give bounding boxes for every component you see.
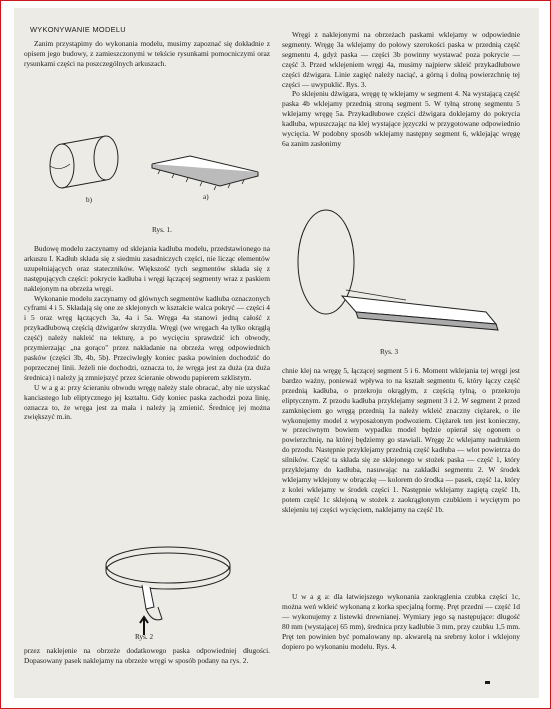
right-top-paragraph-2: Po sklejeniu dźwigara, wręgę tę wklejamy w segment 4. Na wystającą część paska 4b wklejamy przednią stroną segment 5. W tyłną stronę segmentu 5 wklejamy wręgę 5a. Przykadłubowe części dźwigara doklejamy do pokrycia kadłuba, wpuszczając na klej wystające języczki w przygotowane odpowiednio wycięcia. W podobny sposób wklejamy następny segment 6, wklejając wręgę 6a zanim zasłonimy [282,89,520,148]
right-top-paragraph-1: Wręgi z naklejonymi na obrzeżach paskami wklejamy w odpowiednie segmenty. Wręgę 3a wklejamy do połowy szerokości paska w przednią część segmentu 4, gdyż paska — części 3b powinny wystawać poza pokrycie — część 3. Przed wklejeniem wręgi 4a, musimy najpierw skleić przykadłubowe części dźwigara. Linie zagięć należy naciąć, a górną i dolną powierzchnię tej części — uwypuklić. Rys. 3. [282,30,520,89]
left-body-paragraph-2: Wykonanie modelu zaczynamy od głównych segmentów kadłuba oznaczonych cyframi 4 i 5. Składają się one ze sklejonych w kształcie walca pokryć — części 4 i 5 oraz wręg łączących 3a, 4a i 5a. Wręga 4a stanowi jedną całość z przykadłubową częścią dźwigarów skrzydła. Wręgi (we wręgach 4a tylko okrągłą część) należy nakleić na tekturę, a po wycięciu sprawdzić ich obwody, przymierzając „na gorąco" przez nakładanie na obrzeża wręg odpowiednich pasków (części 3b, 4b, 5b). Przeciwległy koniec paska powinien dochodzić do poprzecznej linii. Jeżeli nie dochodzi, oznacza to, że wręga jest za duża (za duża średnica) i należy ją zmniejszyć przez ścieranie obwodu papierem szklistym. [24,293,270,382]
figure-2-caption: Rys. 2 [135,633,154,641]
intro-paragraph [24,39,270,121]
intro-text: Zanim przystąpimy do wykonania modelu, musimy zapoznać się dokładnie z opisem jego budowy, z zamieszczonymi w tekście rysunkami pomocniczymi oraz rysunkami części na poszczególnych arkuszach. [24,39,270,68]
section-heading: WYKONYWANIE MODELU [30,25,126,34]
figure-3-drawing [286,200,516,350]
figure-1-label-a: a) [203,193,209,201]
figure-1-label-b: b) [86,196,92,204]
left-bottom [24,646,270,666]
right-mid-text: chnie klej na wręgę 5, łączącej segment 5 i 6. Moment wklejania tej wręgi jest bardzo ważny, ponieważ wpływa to na kształt segmentu 6, który łączy część przednią kadłuba, o przekroju okrągłym, z częścią tylną, o przekroju eliptycznym. Z przodu kadłuba przyklejamy segment 3 i 2. W segment 2 przed zamknięciem go wręgą przednią 1a należy wkleić znaczny ciężarek, o ile wykonujemy model z wyposażonym podwoziem. Ciężarek ten jest konieczny, w przeciwnym bowiem wypadku model będzie opierał się ogonem o powierzchnię, na której będziemy go stawiali. Wręgę 2c wklejamy nadrukiem do przodu. Następnie przyklejamy przednią część kadłuba — wlot powietrza do silników. Część ta składa się ze sklejonego w stożek paska — część 1, który przyklejamy do kadłuba, nasuwając na zakładki segmentu 2. W środek wklejamy wklejony w obrączkę — kolorem do środka — pasek, część 1a, który z kolei wklejamy w środek części 1. Następnie wklejamy zagiętą część 1b, potem część 1c sklejoną w stożek z zaokrąglonym czubkiem i wyciętym po sklejeniu tej części wycięciem, naklejamy na część 1b. [282,366,520,514]
right-top [282,30,520,149]
right-mid [282,366,520,515]
left-bottom-text: przez naklejenie na obrzeże dodatkowego paska odpowiedniej długości. Dopasowany pasek naklejamy na obrzeże wręgi w sposób podany na rys. 2. [24,646,270,665]
right-bottom [282,592,520,651]
left-body-paragraph-1: Budowę modelu zaczynamy od sklejania kadłuba modelu, przedstawionego na arkuszu I. Kadłub składa się z siedmiu zasadniczych części, nie licząc elementów uzupełniających oraz stateczników. Większość tych segmentów składa się z następujących części: pokrycie kadłuba i wręgi łączącej segmenty wraz z paskiem naklejonym na obrzeża wręgi. [24,244,270,293]
page-mark [485,681,490,684]
figure-1-caption: Rys. 1. [152,226,172,234]
left-body-paragraph-3: U w a g a: przy ścieraniu obwodu wręgę należy stale obracać, aby nie uzyskać kanciastego lub eliptycznego jej kształtu. Gdy koniec paska zachodzi poza linię, oznacza to, że wręga jest za mała i należy ją zmienić. Średnicę jej można zwiększyć m.in. [24,382,270,422]
left-body [24,244,270,422]
right-bottom-text: U w a g a: dla łatwiejszego wykonania zaokrąglenia czubka części 1c, można weń wkleić wykonaną z korka specjalną formę. Pręt przedni — część 1d — wykonujemy z listewki drewnianej. Wymiary jego są następujące: długość 80 mm (wystającej 65 mm), średnica przy kadłubie 3 mm, przy czubku 1,5 mm. Pręt ten powinien być pomalowany np. akwarelą na srebrny kolor i wklejony dopiero po wykonaniu modelu. Rys. 4. [282,592,520,651]
figure-3-caption: Rys. 3 [380,348,399,356]
figure-1-drawing [40,128,265,220]
figure-2-drawing [96,523,246,643]
